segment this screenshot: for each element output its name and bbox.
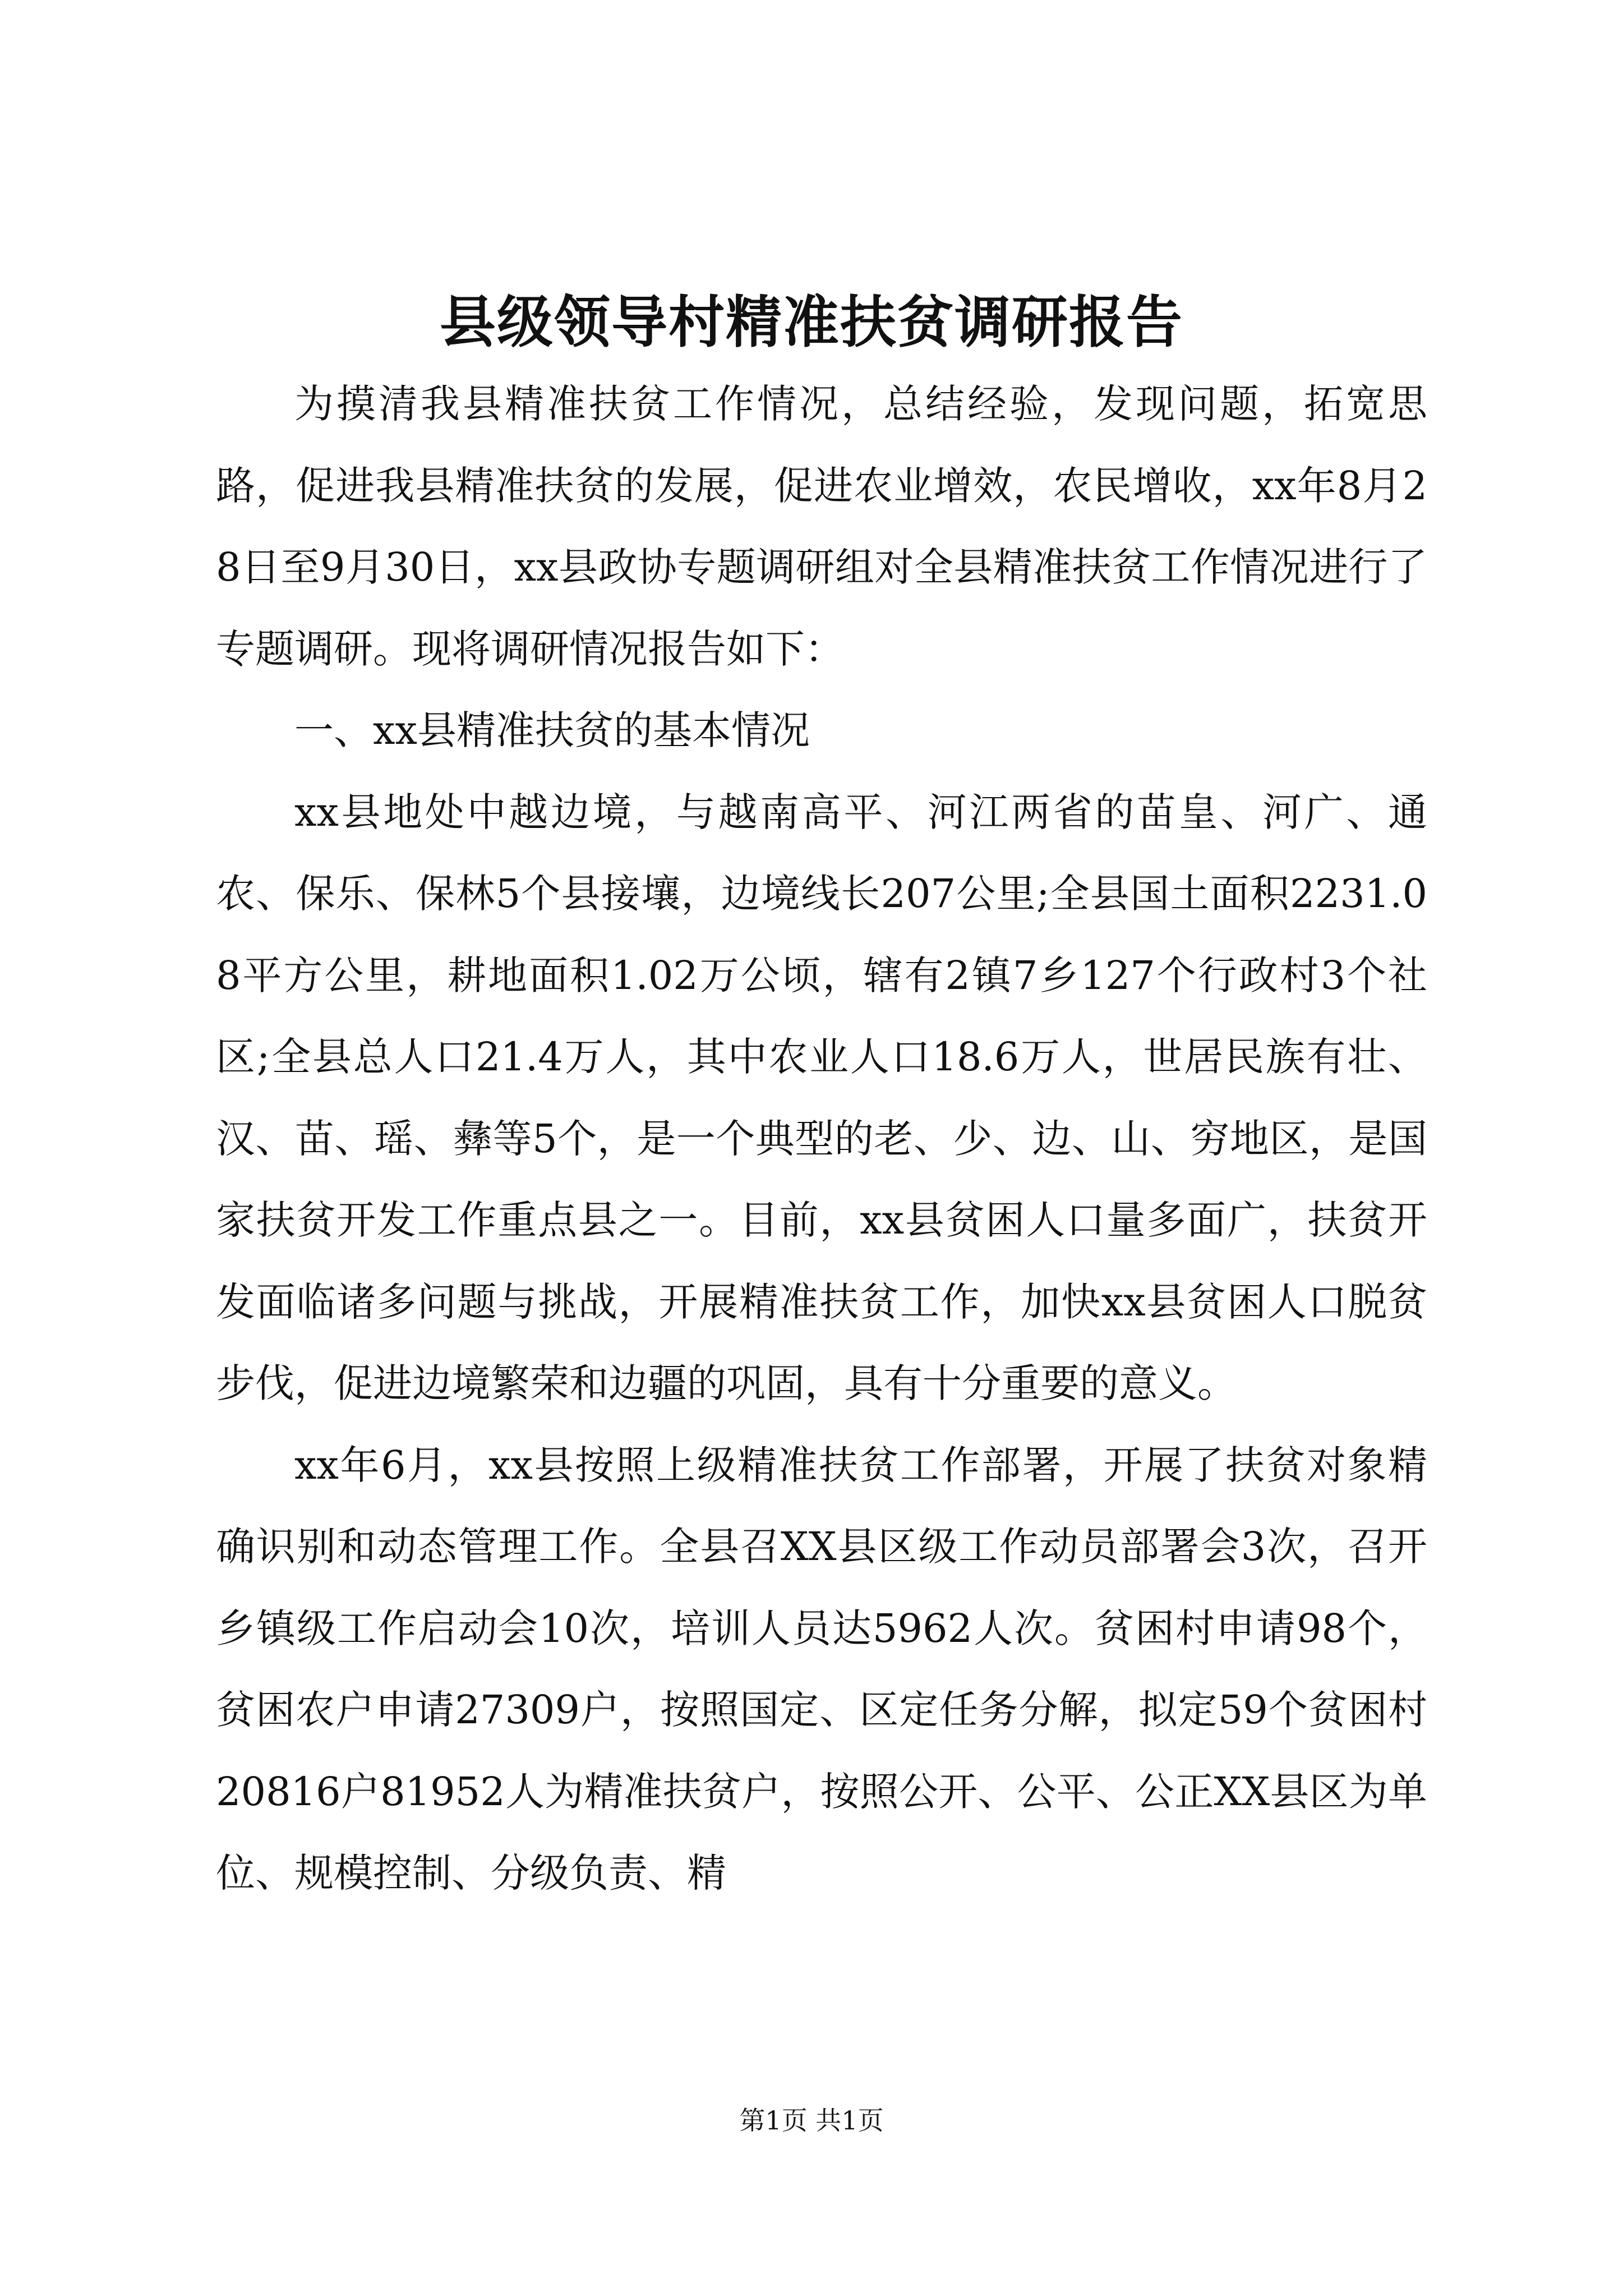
page-footer: 第1页 共1页 [739, 2105, 884, 2136]
paragraph-work-deployment: xx年6月，xx县按照上级精准扶贫工作部署，开展了扶贫对象精确识别和动态管理工作。全县召XX县区级工作动员部署会3次，召开乡镇级工作启动会10次，培训人员达5962人次。贫困村申请98个，贫困农户申请27309户，按照国定、区定任务分解，拟定59个贫困村20816户81952人为精准扶贫户，按照公开、公平、公正XX县区为单位、规模控制、分级负责、精 [216, 1442, 1427, 1896]
paragraph-basic-info: xx县地处中越边境，与越南高平、河江两省的苗皇、河广、通农、保乐、保林5个县接壤，边境线长207公里;全县国土面积2231.08平方公里，耕地面积1.02万公顷，辖有2镇7乡127个行政村3个社区;全县总人口21.4万人，其中农业人口18.6万人，世居民族有壮、汉、苗、瑶、彝等5个，是一个典型的老、少、边、山、穷地区，是国家扶贫开发工作重点县之一。目前，xx县贫困人口量多面广，扶贫开发面临诸多问题与挑战，开展精准扶贫工作，加快xx县贫困人口脱贫步伐，促进边境繁荣和边疆的巩固，具有十分重要的意义。 [216, 789, 1427, 1406]
section-heading-1: 一、xx县精准扶贫的基本情况 [294, 707, 810, 753]
document-body [216, 364, 1427, 1915]
document-title: 县级领导村精准扶贫调研报告 [440, 289, 1183, 355]
paragraph-intro: 为摸清我县精准扶贫工作情况，总结经验，发现问题，拓宽思路，促进我县精准扶贫的发展，促进农业增效，农民增收，xx年8月28日至9月30日，xx县政协专题调研组对全县精准扶贫工作情况进行了专题调研。现将调研情况报告如下： [216, 381, 1427, 672]
